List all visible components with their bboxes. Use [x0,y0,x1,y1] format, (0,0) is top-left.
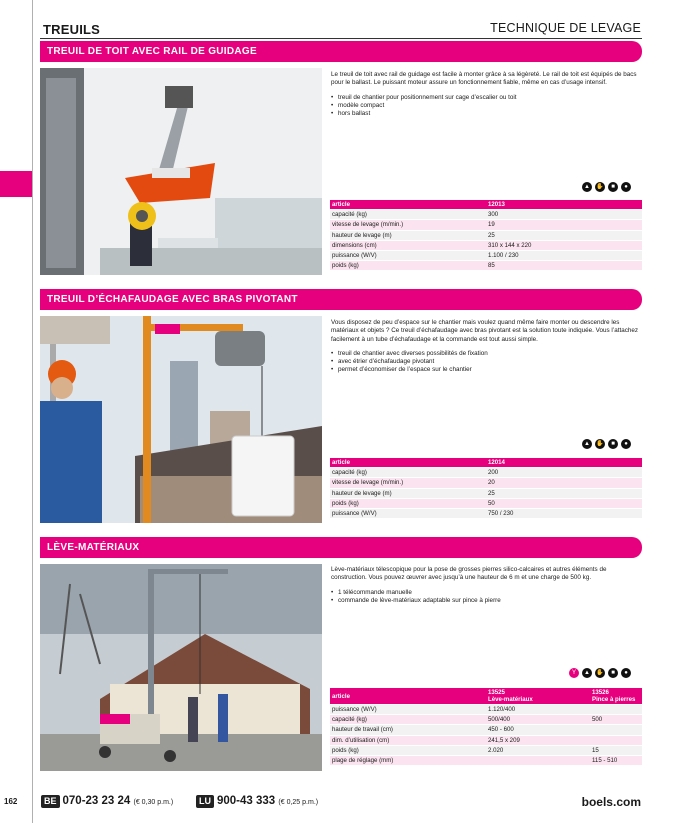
table-cell: 500/400 [486,715,590,725]
vest-icon: Y [569,668,579,678]
roof-winch-photo [40,68,322,275]
table-cell: vitesse de levage (m/min.) [330,220,486,230]
roof-winch-safety-icons [582,182,631,192]
table-cell: dim. d’utilisation (cm) [330,735,486,745]
be-badge: BE [41,795,60,808]
page-number: 162 [4,797,18,806]
table-cell: 300 [486,210,642,220]
table-cell: 115 - 510 [590,755,642,765]
table-cell: 12013 [486,200,642,210]
scaffold-winch-description [331,319,641,375]
lu-badge: LU [196,795,214,808]
table-row [330,508,642,518]
table-row [330,468,642,478]
table-cell: 1.100 / 230 [486,250,642,260]
table-row [330,498,642,508]
scaffold-winch-safety-icons [582,439,631,449]
table-cell [486,755,590,765]
material-lift-description [331,566,641,605]
table-cell: 750 / 230 [486,508,642,518]
section-heading-material-lift: LÈVE-MATÉRIAUX [40,537,642,558]
page-margin-line [32,0,33,823]
table-cell: hauteur de levage (m) [330,488,486,498]
table-cell: 200 [486,468,642,478]
table-cell: article [330,200,486,210]
be-phone[interactable]: 070-23 23 24 [62,795,131,807]
table-cell: puissance (W/V) [330,250,486,260]
table-header-row [330,458,642,468]
table-row [330,755,642,765]
table-cell: 19 [486,220,642,230]
table-cell: 20 [486,478,642,488]
table-cell: dimensions (cm) [330,240,486,250]
scaffold-winch-spec-table [330,458,642,519]
material-lift-text: Lève-matériaux télescopique pour la pose de grosses pierres silico-calcaires et autres éléments de construction. Vous pouvez œuvrer avec jusqu’à une hauteur de 6 m et une charge de 500 kg. [331,566,607,582]
website-link[interactable]: boels.com [581,795,641,809]
table-row [330,261,642,271]
table-cell: article [330,688,486,705]
section-heading-scaffold-winch: TREUIL D’ÉCHAFAUDAGE AVEC BRAS PIVOTANT [40,289,642,310]
table-row [330,210,642,220]
side-tab-marker [0,171,32,197]
boot-icon: ■ [608,439,618,449]
table-cell: 2.020 [486,745,590,755]
lu-rate: (€ 0,25 p.m.) [278,799,319,806]
table-cell: poids (kg) [330,261,486,271]
table-cell: 50 [486,498,642,508]
table-row [330,220,642,230]
table-row [330,735,642,745]
table-row [330,230,642,240]
table-cell: 85 [486,261,642,271]
lu-phone[interactable]: 900-43 333 [217,795,276,807]
table-cell: 15 [590,745,642,755]
header-rule [40,38,642,39]
glove-icon: ✋ [596,441,604,447]
table-cell: 13525 Lève-matériaux [486,688,590,705]
material-lift-safety-icons [569,668,631,678]
table-row [330,488,642,498]
table-row [330,745,642,755]
table-cell: 241,5 x 209 [486,735,590,745]
mask-icon: ● [621,182,631,192]
table-cell: 25 [486,230,642,240]
table-header-row [330,200,642,210]
table-cell: puissance (W/V) [330,705,486,715]
table-header-row [330,688,642,705]
roof-winch-bullets [331,94,641,119]
table-cell: plage de réglage (mm) [330,755,486,765]
table-cell [590,725,642,735]
list-item: • treuil de chantier pour positionnement sur cage d’escalier ou toit [331,94,641,102]
list-item: • treuil de chantier avec diverses possibilités de fixation [331,350,641,358]
material-lift-spec-table [330,688,642,766]
table-cell: 500 [590,715,642,725]
boot-icon: ■ [608,668,618,678]
mask-icon: ● [621,439,631,449]
boot-icon: ■ [608,182,618,192]
table-cell: article [330,458,486,468]
table-cell: capacité (kg) [330,715,486,725]
list-item: • hors ballast [331,110,641,118]
roof-winch-text: Le treuil de toit avec rail de guidage est facile à monter grâce à sa légèreté. Le rail de toit est équipés de bacs pour le ballast. Le puissant moteur assure un fonctionnement fiable, même en cas d’usage intensif. [331,71,637,87]
helmet-icon: ▲ [582,668,592,678]
roof-winch-description [331,71,641,118]
scaffold-winch-text: Vous disposez de peu d’espace sur le chantier mais voulez quand même faire monter ou descendre les matériaux et objets ? Ce treuil d’échafaudage avec bras pivotant est la solution toute indiquée. Vous l’attachez facilement à un tube d’échafaudage et la commande est tout aussi simple. [331,319,638,343]
table-row [330,240,642,250]
list-item: • avec étrier d’échafaudage pivotant [331,358,641,366]
glove-icon: ✋ [596,184,604,190]
table-cell [590,705,642,715]
table-row [330,705,642,715]
table-row [330,725,642,735]
helmet-icon: ▲ [582,439,592,449]
roof-winch-spec-table [330,200,642,271]
list-item: • commande de lève-matériaux adaptable sur pince à pierre [331,597,641,605]
table-row [330,715,642,725]
scaffold-winch-photo [40,316,322,523]
be-rate: (€ 0,30 p.m.) [133,799,174,806]
list-item: • 1 télécommande manuelle [331,589,641,597]
lu-contact [196,795,318,808]
table-row [330,250,642,260]
table-cell: vitesse de levage (m/min.) [330,478,486,488]
table-cell: hauteur de travail (cm) [330,725,486,735]
table-cell: 450 - 600 [486,725,590,735]
table-cell: capacité (kg) [330,210,486,220]
material-lift-bullets [331,589,641,606]
table-cell: 12014 [486,458,642,468]
table-cell: hauteur de levage (m) [330,230,486,240]
table-row [330,478,642,488]
page-category: TECHNIQUE DE LEVAGE [490,21,641,35]
section-heading-roof-winch: TREUIL DE TOIT AVEC RAIL DE GUIDAGE [40,41,642,62]
mask-icon: ● [621,668,631,678]
list-item: • permet d’économiser de l’espace sur le chantier [331,366,641,374]
table-cell: 25 [486,488,642,498]
table-cell: capacité (kg) [330,468,486,478]
table-cell: 1.120/400 [486,705,590,715]
table-cell: poids (kg) [330,498,486,508]
helmet-icon: ▲ [582,182,592,192]
table-cell: puissance (W/V) [330,508,486,518]
glove-icon: ✋ [596,670,604,676]
table-cell [590,735,642,745]
list-item: • modèle compact [331,102,641,110]
table-cell: 13526 Pince à pierres [590,688,642,705]
table-cell: 310 x 144 x 220 [486,240,642,250]
be-contact [41,795,173,808]
material-lift-photo [40,564,322,771]
page-title: TREUILS [43,22,101,37]
scaffold-winch-bullets [331,350,641,375]
table-cell: poids (kg) [330,745,486,755]
